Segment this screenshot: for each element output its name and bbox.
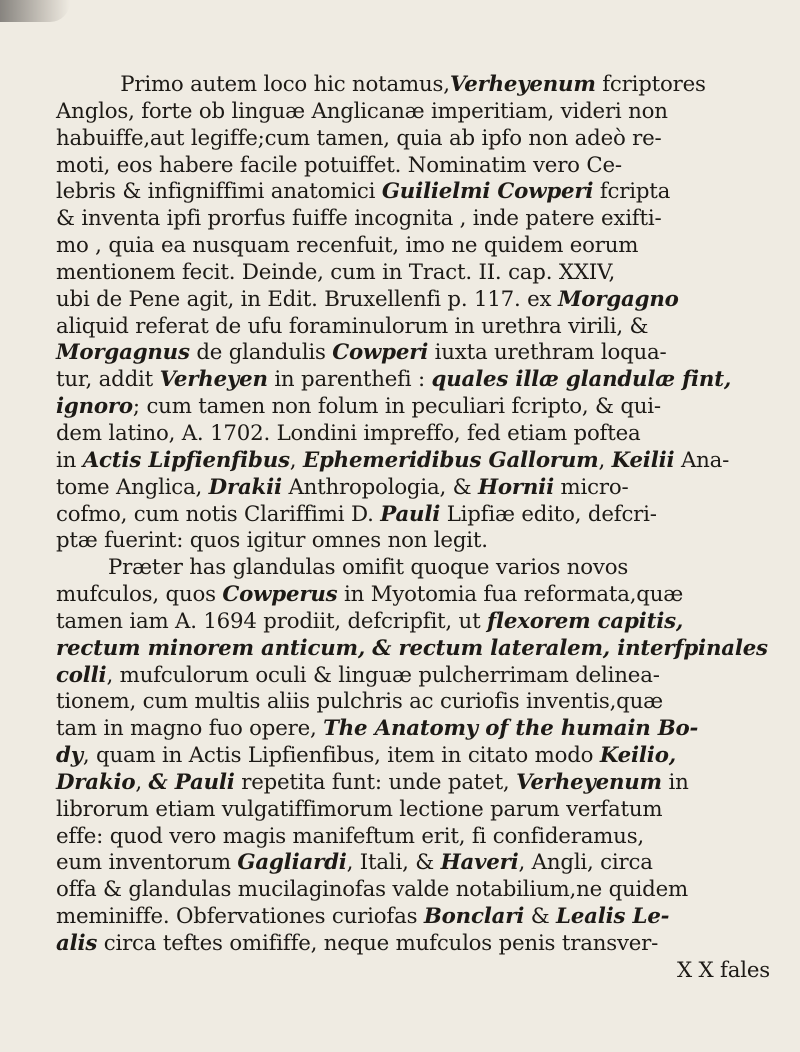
text-span: & inventa ipfi prorfus fuiffe incognita , inde patere exifti- — [56, 206, 662, 232]
text-line — [56, 582, 770, 609]
text-span: lebris & infigniffimi anatomici — [56, 179, 382, 205]
text-span: Lipfiæ edito, defcri- — [440, 501, 657, 527]
italic-text: Haveri — [440, 850, 519, 876]
text-line — [56, 99, 770, 126]
text-line — [56, 448, 770, 475]
text-span: Anglos, forte ob linguæ Anglicanæ imperitiam, videri non — [56, 98, 668, 124]
text-line — [56, 179, 770, 206]
text-span: habuiffe,aut legiffe;cum tamen, quia ab ipfo non adeò re- — [56, 125, 662, 151]
scan-smudge — [0, 0, 70, 22]
text-span: fcriptores — [595, 72, 706, 97]
italic-text: Keilii — [611, 447, 675, 473]
text-line — [56, 689, 770, 716]
text-span: aliquid referat de ufu foraminulorum in urethra virili, & — [56, 313, 649, 339]
italic-text: Morgagno — [557, 286, 679, 312]
italic-text: Ephemeridibus Gallorum — [302, 447, 599, 473]
italic-text: Pauli — [380, 501, 441, 527]
text-line — [56, 502, 770, 529]
text-span: offa & glandulas mucilaginofas valde notabilium,ne quidem — [56, 877, 688, 903]
text-span: Ana- — [674, 447, 730, 473]
italic-text: Guilielmi Cowperi — [381, 179, 594, 205]
text-span: tam in magno fuo opere, — [56, 716, 324, 742]
text-span: mentionem fecit. Deinde, cum in Tract. II. cap. XXIV, — [56, 259, 616, 285]
text-line — [56, 394, 770, 421]
text-span: tome Anglica, — [56, 474, 209, 500]
text-line — [56, 850, 770, 877]
text-span: tur, addit — [56, 367, 160, 393]
text-span: ubi de Pene agit, in Edit. Bruxellenfi p. 117. ex — [56, 286, 558, 312]
text-span: X X fales — [677, 957, 770, 983]
text-span: tamen iam A. 1694 prodiit, defcripfit, ut — [56, 608, 487, 634]
text-span: in — [661, 769, 689, 795]
text-line — [56, 206, 770, 233]
text-line — [56, 824, 770, 851]
text-line — [56, 72, 770, 99]
text-line — [56, 663, 770, 690]
italic-text: Drakii — [208, 474, 282, 500]
italic-text: ignoro — [56, 394, 133, 420]
text-span: tionem, cum multis aliis pulchris ac curiofis inventis,quæ — [56, 689, 663, 715]
text-line — [56, 636, 770, 663]
text-line — [56, 475, 770, 502]
text-line — [56, 153, 770, 180]
text-line — [56, 314, 770, 341]
italic-text: Bonclari — [423, 904, 525, 930]
text-span: in parenthefi : — [267, 367, 432, 393]
italic-text: Lealis Le- — [556, 904, 670, 930]
text-line — [56, 770, 770, 797]
text-span: , — [135, 769, 149, 795]
italic-text: flexorem capitis, — [487, 608, 684, 634]
text-span: in — [56, 447, 83, 473]
italic-text: The Anatomy of the humain Bo- — [323, 716, 699, 742]
text-span: , Angli, circa — [518, 850, 653, 876]
text-span: de glandulis — [189, 340, 333, 366]
text-line — [56, 743, 770, 770]
text-span: , — [598, 447, 612, 473]
text-line — [56, 233, 770, 260]
italic-text: Drakio — [56, 769, 136, 795]
text-line — [56, 340, 770, 367]
text-line — [56, 126, 770, 153]
text-line — [56, 904, 770, 931]
text-line — [56, 528, 770, 555]
text-span: fcripta — [593, 179, 671, 205]
italic-text: quales illæ glandulæ fint, — [431, 367, 732, 393]
text-span: ptæ fuerint: quos igitur omnes non legit. — [56, 528, 488, 554]
text-span: iuxta urethram loqua- — [428, 340, 667, 366]
italic-text: Verheyenum — [449, 72, 596, 97]
text-line — [56, 609, 770, 636]
text-line — [56, 367, 770, 394]
text-span: , quam in Actis Lipfienfibus, item in citato modo — [82, 743, 600, 769]
text-line — [56, 877, 770, 904]
text-line — [56, 421, 770, 448]
body-text — [56, 72, 770, 985]
text-line — [56, 958, 770, 985]
text-line — [56, 260, 770, 287]
italic-text: & Pauli — [148, 769, 235, 795]
text-span: cofmo, cum notis Clariffimi D. — [56, 501, 381, 527]
text-span: Præter has glandulas omifit quoque varios novos — [108, 555, 629, 581]
text-line — [56, 287, 770, 314]
text-line — [56, 716, 770, 743]
text-span: librorum etiam vulgatiffimorum lectione parum verfatum — [56, 796, 663, 822]
italic-text: rectum minorem anticum, & rectum lateralem, interfpinales — [56, 635, 768, 661]
text-span: micro- — [553, 474, 629, 500]
text-span: & — [524, 904, 557, 930]
text-span: ; cum tamen non folum in peculiari fcripto, & qui- — [132, 394, 661, 420]
text-span: Anthropologia, & — [281, 474, 478, 500]
text-span: circa teftes omififfe, neque mufculos penis transver- — [97, 931, 659, 956]
text-span: effe: quod vero magis manifeftum erit, fi confideramus, — [56, 823, 644, 849]
text-span: , — [289, 447, 303, 473]
italic-text: Gagliardi — [237, 850, 347, 876]
italic-text: dy — [56, 743, 83, 769]
italic-text: Actis Lipfienfibus — [82, 447, 290, 473]
italic-text: Hornii — [477, 474, 554, 500]
text-line — [56, 555, 770, 582]
italic-text: Cowperi — [332, 340, 429, 366]
text-span: meminiffe. Obfervationes curiofas — [56, 904, 424, 930]
italic-text: colli — [56, 662, 107, 688]
text-span: in Myotomia fua reformata,quæ — [337, 582, 684, 608]
italic-text: Verheyen — [159, 367, 268, 393]
text-span: dem latino, A. 1702. Londini impreffo, fed etiam poftea — [56, 420, 641, 446]
text-span: , Itali, & — [346, 850, 441, 876]
italic-text: Keilio, — [599, 743, 676, 769]
text-span: mo , quia ea nusquam recenfuit, imo ne quidem eorum — [56, 233, 639, 259]
italic-text: alis — [56, 931, 98, 956]
text-span: repetita funt: unde patet, — [234, 769, 517, 795]
italic-text: Morgagnus — [56, 340, 190, 366]
text-span: eum inventorum — [56, 850, 238, 876]
text-line — [56, 931, 770, 958]
italic-text: Verheyenum — [516, 769, 662, 795]
italic-text: Cowperus — [222, 582, 338, 608]
text-span: mufculos, quos — [56, 582, 223, 608]
text-span: Primo autem loco hic notamus, — [120, 72, 450, 97]
text-span: , mufculorum oculi & linguæ pulcherrimam delinea- — [106, 662, 660, 688]
text-span: moti, eos habere facile potuiffet. Nominatim vero Ce- — [56, 152, 622, 178]
text-line — [56, 797, 770, 824]
